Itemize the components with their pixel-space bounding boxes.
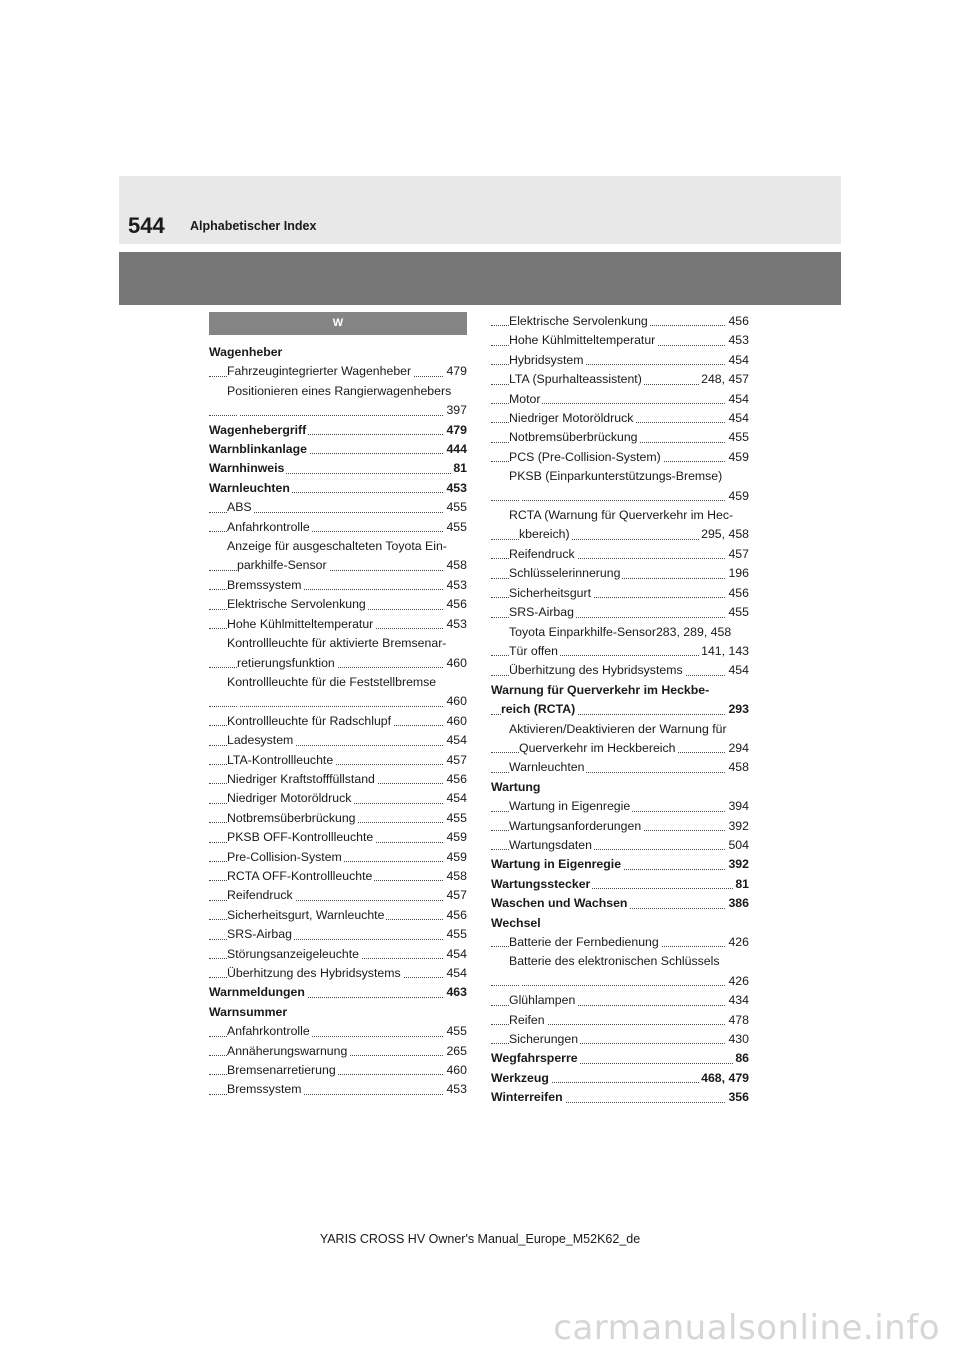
index-entry bbox=[209, 440, 467, 459]
index-entry-term: Glühlampen bbox=[509, 993, 576, 1008]
index-entry-page[interactable]: 459 bbox=[726, 448, 749, 467]
index-entry bbox=[209, 925, 467, 944]
index-entry-term: Sicherungen bbox=[509, 1032, 579, 1047]
index-entry-term: LTA-Kontrollleuchte bbox=[227, 752, 334, 767]
index-entry-page[interactable]: 455 bbox=[444, 925, 467, 944]
index-entry bbox=[491, 642, 749, 661]
index-entry-page[interactable]: 459 bbox=[726, 487, 749, 506]
index-entry-term: Wartungsdaten bbox=[509, 837, 592, 852]
index-entry-term: Positionieren eines Rangierwagenhebers bbox=[227, 383, 452, 398]
index-entry-term: SRS-Airbag bbox=[509, 605, 574, 620]
index-entry bbox=[209, 1080, 467, 1099]
index-entry-term: Wagenhebergriff bbox=[209, 422, 307, 437]
index-entry bbox=[491, 681, 749, 700]
index-entry bbox=[491, 370, 749, 389]
index-entry-page[interactable]: 454 bbox=[726, 661, 749, 680]
index-entry-term: Wartung in Eigenregie bbox=[509, 799, 631, 814]
index-entry-term: Niedriger Motoröldruck bbox=[227, 791, 352, 806]
index-entry-term: Niedriger Motoröldruck bbox=[509, 411, 634, 426]
index-entry-term: Bremssystem bbox=[227, 577, 302, 592]
index-entry bbox=[491, 1088, 749, 1107]
index-entry bbox=[209, 848, 467, 867]
index-entry bbox=[491, 525, 749, 544]
index-entry-term: Anzeige für ausgeschalteten Toyota Ein- bbox=[227, 539, 447, 554]
index-entry bbox=[209, 382, 467, 401]
index-entry-page[interactable]: 479 bbox=[444, 421, 467, 440]
index-entry-term: Wartung in Eigenregie bbox=[491, 857, 622, 872]
index-entry-page[interactable]: 397 bbox=[444, 401, 467, 420]
index-entry-term: Reifendruck bbox=[509, 546, 575, 561]
index-entry-page[interactable]: 434 bbox=[726, 991, 749, 1010]
index-entry-term: Querverkehr im Heckbereich bbox=[519, 740, 676, 755]
index-entry-term: kbereich) bbox=[519, 527, 570, 542]
index-entry-page[interactable]: 456 bbox=[444, 770, 467, 789]
index-entry-page[interactable]: 386 bbox=[726, 894, 749, 913]
index-entry bbox=[209, 770, 467, 789]
index-entry-page[interactable]: 457 bbox=[444, 886, 467, 905]
index-entry-page[interactable]: 430 bbox=[726, 1030, 749, 1049]
index-entry-page[interactable]: 453 bbox=[444, 576, 467, 595]
index-entry-page[interactable]: 453 bbox=[444, 479, 467, 498]
index-entry-page[interactable]: 394 bbox=[726, 797, 749, 816]
index-entry bbox=[491, 428, 749, 447]
index-entry-term: Warnleuchten bbox=[509, 760, 585, 775]
index-entry-term: Schlüsselerinnerung bbox=[509, 566, 621, 581]
index-entry-page[interactable]: 456 bbox=[726, 312, 749, 331]
index-entry-term: Hohe Kühlmitteltemperatur bbox=[509, 333, 656, 348]
index-entry bbox=[491, 1011, 749, 1030]
index-entry-page[interactable]: 454 bbox=[444, 789, 467, 808]
index-entry-term: Fahrzeugintegrierter Wagenheber bbox=[227, 364, 412, 379]
index-entry bbox=[209, 964, 467, 983]
index-entry bbox=[209, 983, 467, 1002]
index-entry bbox=[491, 564, 749, 583]
index-entry-page[interactable]: 459 bbox=[444, 848, 467, 867]
index-entry bbox=[209, 731, 467, 750]
index-entry-page[interactable]: 455 bbox=[444, 809, 467, 828]
index-entry-page[interactable]: 455 bbox=[444, 498, 467, 517]
index-entry bbox=[491, 778, 749, 797]
index-entry bbox=[209, 401, 467, 420]
index-entry bbox=[209, 537, 467, 556]
index-entry-page[interactable]: 453 bbox=[444, 615, 467, 634]
index-entry-term: PKSB OFF-Kontrollleuchte bbox=[227, 830, 374, 845]
page-number: 544 bbox=[128, 213, 165, 238]
index-entry bbox=[491, 506, 749, 525]
index-entry-page[interactable]: 248, 457 bbox=[699, 370, 749, 389]
index-entry bbox=[209, 1022, 467, 1041]
index-entry bbox=[209, 712, 467, 731]
index-entry-term: Toyota Einparkhilfe-Sensor283, 289, 458 bbox=[509, 624, 732, 639]
index-entry bbox=[209, 362, 467, 381]
index-entry bbox=[491, 661, 749, 680]
index-entry-page[interactable]: 455 bbox=[726, 428, 749, 447]
index-entry-term: Überhitzung des Hybridsystems bbox=[227, 966, 401, 980]
index-entry-page[interactable]: 460 bbox=[444, 692, 467, 711]
dot-leader bbox=[209, 706, 467, 707]
index-entry bbox=[209, 692, 467, 711]
index-entry bbox=[491, 331, 749, 350]
index-entry-page[interactable]: 460 bbox=[444, 1061, 467, 1080]
index-entry bbox=[209, 634, 467, 653]
index-entry-page[interactable]: 456 bbox=[444, 595, 467, 614]
index-entry bbox=[491, 584, 749, 603]
index-entry-page[interactable]: 458 bbox=[726, 758, 749, 777]
index-entry-term: Motor bbox=[509, 391, 541, 406]
index-entry-page[interactable]: 454 bbox=[726, 409, 749, 428]
index-entry-term: parkhilfe-Sensor bbox=[237, 558, 327, 573]
index-entry-term bbox=[237, 403, 239, 417]
index-entry bbox=[491, 1069, 749, 1088]
index-entry bbox=[209, 595, 467, 614]
index-entry-page[interactable]: 460 bbox=[444, 654, 467, 673]
index-entry bbox=[491, 1049, 749, 1068]
index-entry-page[interactable]: 454 bbox=[444, 964, 467, 983]
index-entry bbox=[491, 467, 749, 486]
index-entry-page[interactable]: 454 bbox=[726, 390, 749, 409]
index-entry-page[interactable]: 454 bbox=[726, 351, 749, 370]
index-entry bbox=[491, 1030, 749, 1049]
index-entry-page[interactable]: 478 bbox=[726, 1011, 749, 1030]
index-entry-page[interactable]: 454 bbox=[444, 945, 467, 964]
index-entry bbox=[491, 545, 749, 564]
index-entry-page[interactable]: 295, 458 bbox=[699, 525, 749, 544]
index-entry-page[interactable]: 454 bbox=[444, 731, 467, 750]
index-entry-term: PKSB (Einparkunterstützungs-Bremse) bbox=[509, 469, 723, 484]
index-entry-term: Annäherungswarnung bbox=[227, 1043, 348, 1058]
index-entry bbox=[209, 828, 467, 847]
index-entry-page[interactable]: 426 bbox=[726, 972, 749, 991]
index-entry bbox=[209, 867, 467, 886]
index-entry-term: ABS bbox=[227, 500, 252, 515]
index-entry-term bbox=[237, 694, 239, 708]
index-entry bbox=[491, 875, 749, 894]
index-entry-term bbox=[519, 974, 521, 988]
index-entry-term: Anfahrkontrolle bbox=[227, 1024, 310, 1039]
dot-leader bbox=[209, 415, 467, 416]
index-entry-page[interactable]: 81 bbox=[451, 459, 467, 478]
index-entry-term: Anfahrkontrolle bbox=[227, 519, 310, 534]
index-entry bbox=[209, 945, 467, 964]
index-entry-page[interactable]: 455 bbox=[726, 603, 749, 622]
index-entry bbox=[209, 1042, 467, 1061]
index-entry-term: Reifendruck bbox=[227, 888, 293, 903]
index-entry-term: Warnleuchten bbox=[209, 480, 290, 495]
index-entry bbox=[491, 914, 749, 933]
index-entry-term: Wagenheber bbox=[209, 345, 283, 359]
index-entry-term: Kontrollleuchte für aktivierte Bremsenar- bbox=[227, 636, 447, 651]
index-entry-term: Wechsel bbox=[491, 915, 541, 930]
index-entry-term: RCTA OFF-Kontrollleuchte bbox=[227, 868, 373, 883]
index-entry bbox=[491, 972, 749, 991]
index-entry-term: Waschen und Wachsen bbox=[491, 896, 628, 911]
index-entry-term: Bremssystem bbox=[227, 1082, 302, 1097]
index-entry bbox=[209, 459, 467, 478]
index-entry bbox=[209, 576, 467, 595]
index-entry bbox=[491, 952, 749, 971]
index-entry-term: Notbremsüberbrückung bbox=[509, 430, 638, 445]
index-entry-page[interactable]: 356 bbox=[726, 1088, 749, 1107]
index-entry-term: Werkzeug bbox=[491, 1070, 549, 1085]
index-entry bbox=[491, 351, 749, 370]
index-entry-term: Elektrische Servolenkung bbox=[509, 314, 648, 328]
index-entry bbox=[209, 809, 467, 828]
index-entry-term: Batterie der Fernbedienung bbox=[509, 935, 659, 949]
index-entry bbox=[209, 1061, 467, 1080]
index-entry-page[interactable]: 141, 143 bbox=[699, 642, 749, 661]
index-entry-term: Wartungsanforderungen bbox=[509, 818, 642, 833]
index-entry-term: Sicherheitsgurt, Warnleuchte bbox=[227, 907, 385, 922]
index-entry bbox=[209, 479, 467, 498]
index-entry-term: Kontrollleuchte für Radschlupf bbox=[227, 713, 392, 728]
index-entry-page[interactable]: 455 bbox=[444, 518, 467, 537]
index-entry-term: Niedriger Kraftstofffüllstand bbox=[227, 771, 375, 786]
index-entry-term: Hybridsystem bbox=[509, 352, 584, 367]
index-entry-term: Hohe Kühlmitteltemperatur bbox=[227, 616, 374, 631]
index-entry-term: Warnsummer bbox=[209, 1004, 288, 1019]
index-entry-term: Ladesystem bbox=[227, 733, 294, 748]
index-entry-term: Pre-Collision-System bbox=[227, 849, 342, 864]
index-entry bbox=[491, 448, 749, 467]
index-entry bbox=[491, 855, 749, 874]
index-entry-term: Bremsenarretierung bbox=[227, 1063, 336, 1078]
index-entry bbox=[491, 720, 749, 739]
index-entry-page[interactable]: 456 bbox=[726, 584, 749, 603]
index-entry bbox=[491, 797, 749, 816]
index-entry bbox=[491, 603, 749, 622]
index-entry-term: PCS (Pre-Collision-System) bbox=[509, 449, 661, 464]
index-entry bbox=[491, 894, 749, 913]
index-entry bbox=[491, 623, 749, 642]
index-column-right bbox=[491, 312, 749, 1108]
index-entry-page[interactable]: 479 bbox=[444, 362, 467, 381]
dot-leader bbox=[491, 985, 749, 986]
index-entry-term: Warnmeldungen bbox=[209, 985, 305, 1000]
index-entry-term: retierungsfunktion bbox=[237, 655, 335, 670]
index-entry bbox=[491, 991, 749, 1010]
index-entry-term: Störungsanzeigeleuchte bbox=[227, 946, 359, 961]
index-entry bbox=[491, 312, 749, 331]
index-entry-term: Tür offen bbox=[509, 643, 558, 658]
index-entry bbox=[209, 518, 467, 537]
index-entry-page[interactable]: 86 bbox=[733, 1049, 749, 1068]
watermark: carmanualsonline.info bbox=[553, 1308, 940, 1348]
index-entry-term: Notbremsüberbrückung bbox=[227, 810, 356, 825]
footer-manual-id: YARIS CROSS HV Owner's Manual_Europe_M52K62_de bbox=[319, 1232, 641, 1246]
index-entry bbox=[209, 886, 467, 905]
index-entry-page[interactable]: 455 bbox=[444, 1022, 467, 1041]
index-entry-term: reich (RCTA) bbox=[501, 702, 576, 717]
index-entry-term: Warnblinkanlage bbox=[209, 442, 307, 457]
index-entry-term: Winterreifen bbox=[491, 1090, 563, 1105]
index-entry-term: Wartungsstecker bbox=[491, 876, 591, 891]
index-entry bbox=[491, 700, 749, 719]
index-entry-page[interactable]: 81 bbox=[733, 875, 749, 894]
index-entry-term: Elektrische Servolenkung bbox=[227, 597, 366, 612]
index-entry-page[interactable]: 468, 479 bbox=[699, 1069, 749, 1088]
index-entry bbox=[209, 615, 467, 634]
index-entry-term: Sicherheitsgurt bbox=[509, 585, 592, 600]
index-entry bbox=[491, 933, 749, 952]
index-entry-page[interactable]: 453 bbox=[444, 1080, 467, 1099]
header-dark-bar bbox=[119, 252, 841, 305]
index-entry-page[interactable]: 458 bbox=[444, 556, 467, 575]
index-entry-page[interactable]: 457 bbox=[444, 751, 467, 770]
index-entry-page[interactable]: 294 bbox=[726, 739, 749, 758]
index-entry bbox=[491, 817, 749, 836]
index-entry bbox=[209, 906, 467, 925]
index-entry-page[interactable]: 463 bbox=[444, 983, 467, 1002]
index-entry-term: LTA (Spurhalteassistent) bbox=[509, 372, 642, 387]
section-title: Alphabetischer Index bbox=[190, 219, 317, 233]
index-entry bbox=[209, 789, 467, 808]
index-entry bbox=[209, 343, 467, 362]
index-entry-page[interactable]: 453 bbox=[726, 331, 749, 350]
dot-leader bbox=[491, 500, 749, 501]
index-entry-term: Warnung für Querverkehr im Heckbe- bbox=[491, 682, 710, 697]
index-entry-term: Wartung bbox=[491, 779, 541, 794]
index-entry-page[interactable]: 456 bbox=[444, 906, 467, 925]
index-entry bbox=[209, 421, 467, 440]
index-entry-term: Reifen bbox=[509, 1012, 545, 1027]
index-entry-page[interactable]: 426 bbox=[726, 933, 749, 952]
index-entry-term: Aktivieren/Deaktivieren der Warnung für bbox=[509, 721, 727, 736]
index-entry bbox=[491, 836, 749, 855]
index-entry bbox=[491, 390, 749, 409]
index-entry-page[interactable]: 459 bbox=[444, 828, 467, 847]
index-entry-term: Kontrollleuchte für die Feststellbremse bbox=[227, 674, 437, 689]
index-entry-page[interactable]: 458 bbox=[444, 867, 467, 886]
index-entry-page[interactable]: 504 bbox=[726, 836, 749, 855]
index-entry-page[interactable]: 293 bbox=[726, 700, 749, 719]
index-entry-term: Batterie des elektronischen Schlüssels bbox=[509, 954, 720, 969]
index-entry-term: Wegfahrsperre bbox=[491, 1051, 578, 1066]
index-entry-page[interactable]: 460 bbox=[444, 712, 467, 731]
index-entry bbox=[491, 409, 749, 428]
index-entry-term: Warnhinweis bbox=[209, 461, 285, 476]
index-entry-term: SRS-Airbag bbox=[227, 927, 292, 942]
index-entry-term: Überhitzung des Hybridsystems bbox=[509, 663, 683, 678]
index-column-left bbox=[209, 312, 467, 1100]
index-entry-page[interactable]: 392 bbox=[726, 817, 749, 836]
index-entry-page[interactable]: 196 bbox=[726, 564, 749, 583]
index-entry bbox=[209, 673, 467, 692]
index-entry bbox=[491, 487, 749, 506]
index-entry bbox=[209, 498, 467, 517]
index-entry bbox=[491, 739, 749, 758]
index-entry bbox=[209, 654, 467, 673]
index-entry-page[interactable]: 392 bbox=[726, 855, 749, 874]
index-entry-page[interactable]: 265 bbox=[444, 1042, 467, 1061]
letter-heading: W bbox=[209, 312, 467, 335]
index-entry bbox=[491, 758, 749, 777]
index-entry-term: RCTA (Warnung für Querverkehr im Hec- bbox=[509, 508, 734, 523]
index-entry bbox=[209, 1003, 467, 1022]
index-entry-term bbox=[519, 489, 521, 503]
index-entry bbox=[209, 556, 467, 575]
index-entry-page[interactable]: 444 bbox=[444, 440, 467, 459]
index-entry-page[interactable]: 457 bbox=[726, 545, 749, 564]
index-entry bbox=[209, 751, 467, 770]
